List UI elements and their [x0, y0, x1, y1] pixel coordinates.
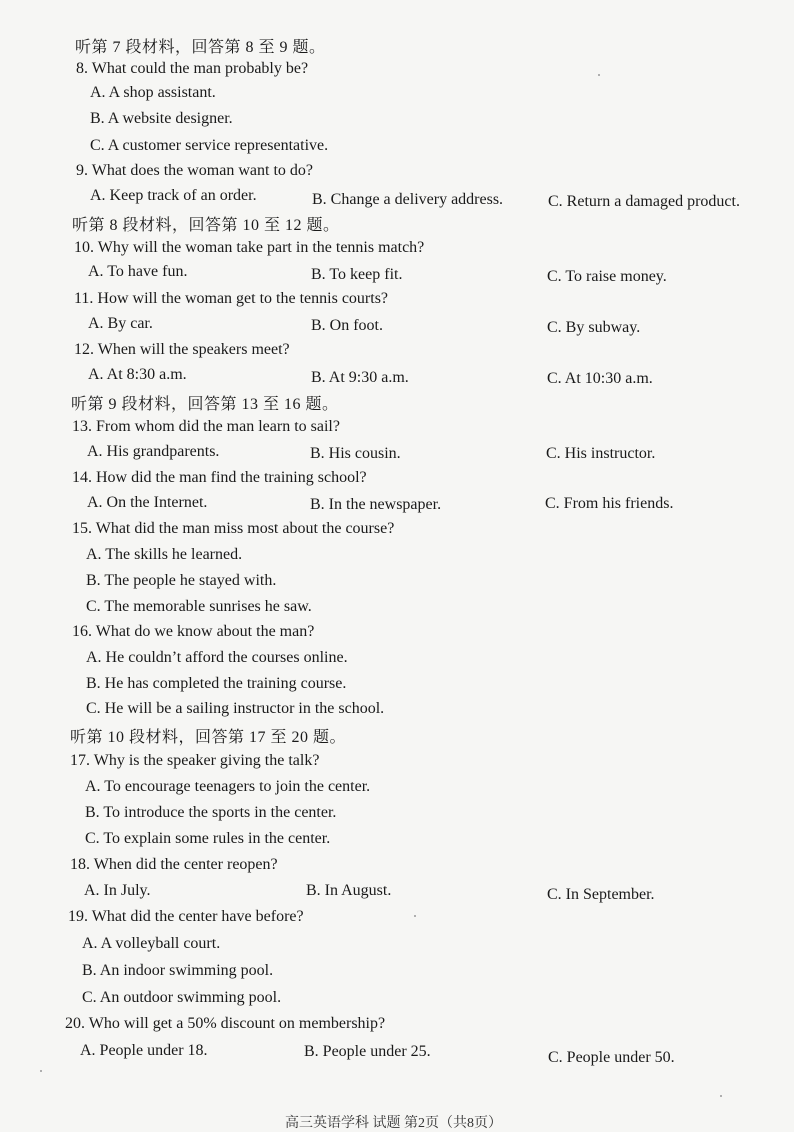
option-b: B. In August.: [306, 882, 392, 899]
option-a: A. In July.: [84, 882, 151, 899]
option-a: A. By car.: [88, 315, 153, 332]
option-b: B. Change a delivery address.: [312, 191, 504, 208]
question-stem: 20. Who will get a 50% discount on membership?: [65, 1015, 386, 1032]
question-stem: 11. How will the woman get to the tennis courts?: [74, 290, 389, 307]
option-c: C. People under 50.: [548, 1049, 675, 1066]
option-b: B. At 9:30 a.m.: [311, 369, 409, 386]
option-a: A. On the Internet.: [87, 494, 208, 511]
question-stem: 8. What could the man probably be?: [76, 60, 309, 77]
question-stem: 18. When did the center reopen?: [70, 856, 278, 873]
option-c: C. Return a damaged product.: [548, 193, 740, 210]
option-b: B. To introduce the sports in the center.: [85, 804, 337, 821]
option-c: C. At 10:30 a.m.: [547, 370, 653, 387]
question-stem: 10. Why will the woman take part in the tennis match?: [74, 239, 425, 256]
option-b: B. The people he stayed with.: [86, 572, 277, 589]
option-a: A. At 8:30 a.m.: [88, 366, 187, 383]
option-a: A. People under 18.: [80, 1042, 208, 1059]
scan-speck: [40, 1070, 42, 1072]
option-c: C. To raise money.: [547, 268, 667, 285]
option-c: C. A customer service representative.: [90, 137, 329, 154]
question-stem: 9. What does the woman want to do?: [76, 162, 313, 179]
option-a: A. He couldn’t afford the courses online.: [86, 649, 348, 666]
option-b: B. People under 25.: [304, 1043, 431, 1060]
option-c: C. An outdoor swimming pool.: [82, 989, 282, 1006]
question-stem: 13. From whom did the man learn to sail?: [72, 418, 340, 435]
question-stem: 12. When will the speakers meet?: [74, 341, 290, 358]
question-stem: 17. Why is the speaker giving the talk?: [70, 752, 320, 769]
option-b: B. In the newspaper.: [310, 496, 442, 513]
question-stem: 15. What did the man miss most about the course?: [72, 520, 395, 537]
option-a: A. His grandparents.: [87, 443, 220, 460]
option-a: A. Keep track of an order.: [90, 187, 257, 204]
option-c: C. By subway.: [547, 319, 641, 336]
option-b: B. On foot.: [311, 317, 383, 334]
option-b: B. A website designer.: [90, 110, 233, 127]
option-a: A. A volleyball court.: [82, 935, 221, 952]
section-heading: 听第 9 段材料，回答第 13 至 16 题。: [71, 396, 339, 413]
question-stem: 16. What do we know about the man?: [72, 623, 315, 640]
scan-speck: [414, 915, 416, 917]
section-heading: 听第 7 段材料，回答第 8 至 9 题。: [75, 39, 326, 56]
option-b: B. His cousin.: [310, 445, 401, 462]
option-c: C. His instructor.: [546, 445, 656, 462]
section-heading: 听第 8 段材料，回答第 10 至 12 题。: [72, 217, 340, 234]
option-c: C. In September.: [547, 886, 655, 903]
option-b: B. An indoor swimming pool.: [82, 962, 274, 979]
page-footer: 高三英语学科 试题 第2页（共8页）: [285, 1116, 502, 1131]
option-a: A. To encourage teenagers to join the center.: [85, 778, 371, 795]
option-c: C. The memorable sunrises he saw.: [86, 598, 312, 615]
question-stem: 19. What did the center have before?: [68, 908, 304, 925]
option-c: C. He will be a sailing instructor in the school.: [86, 700, 385, 717]
section-heading: 听第 10 段材料，回答第 17 至 20 题。: [70, 729, 347, 746]
option-a: A. A shop assistant.: [90, 84, 216, 101]
scan-speck: [720, 1095, 722, 1097]
option-b: B. He has completed the training course.: [86, 675, 347, 692]
scan-speck: [598, 74, 600, 76]
option-c: C. From his friends.: [545, 495, 674, 512]
option-a: A. To have fun.: [88, 263, 188, 280]
option-c: C. To explain some rules in the center.: [85, 830, 331, 847]
question-stem: 14. How did the man find the training school?: [72, 469, 367, 486]
option-b: B. To keep fit.: [311, 266, 403, 283]
option-a: A. The skills he learned.: [86, 546, 243, 563]
